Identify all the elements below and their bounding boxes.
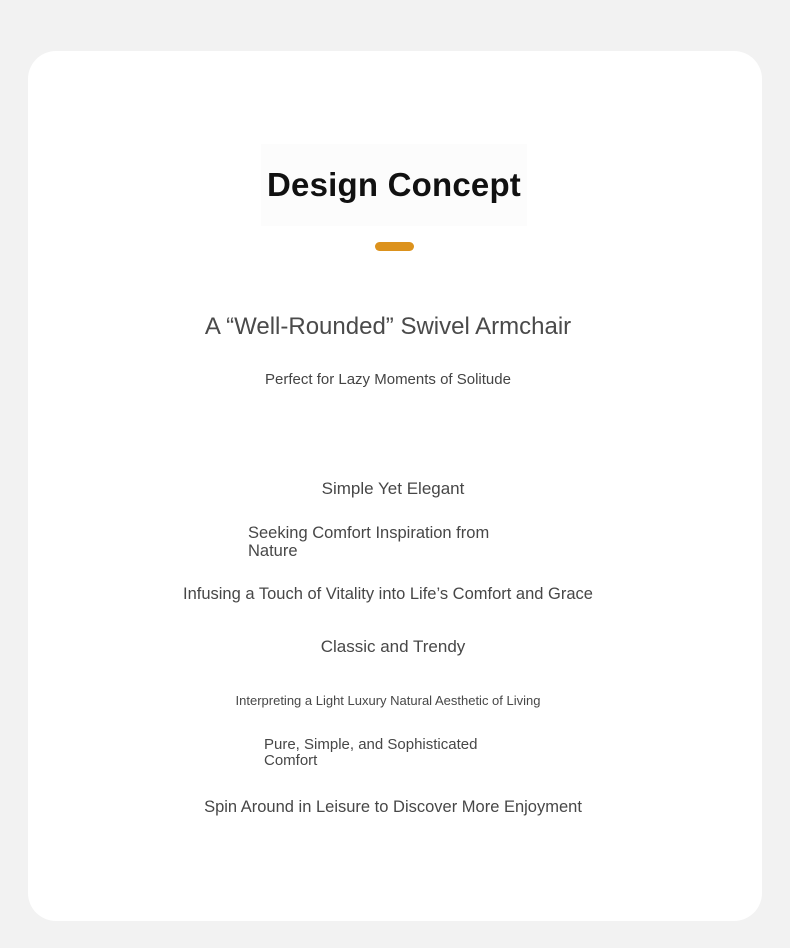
title-box [261,144,527,226]
feature-line: Seeking Comfort Inspiration from Nature [248,524,490,560]
feature-line: Interpreting a Light Luxury Natural Aesthetic of Living [235,693,541,708]
feature-line: Pure, Simple, and Sophisticated Comfort [264,736,478,769]
page-title: Design Concept [267,166,521,203]
feature-line: Infusing a Touch of Vitality into Life’s Comfort and Grace [183,585,593,603]
feature-line: Simple Yet Elegant [321,479,465,498]
product-tagline: Perfect for Lazy Moments of Solitude [265,371,511,388]
feature-line: Classic and Trendy [320,637,466,656]
product-subtitle: A “Well-Rounded” Swivel Armchair [204,313,572,340]
design-concept-card [28,51,762,921]
feature-line: Spin Around in Leisure to Discover More Enjoyment [204,798,582,816]
accent-divider [375,242,414,251]
